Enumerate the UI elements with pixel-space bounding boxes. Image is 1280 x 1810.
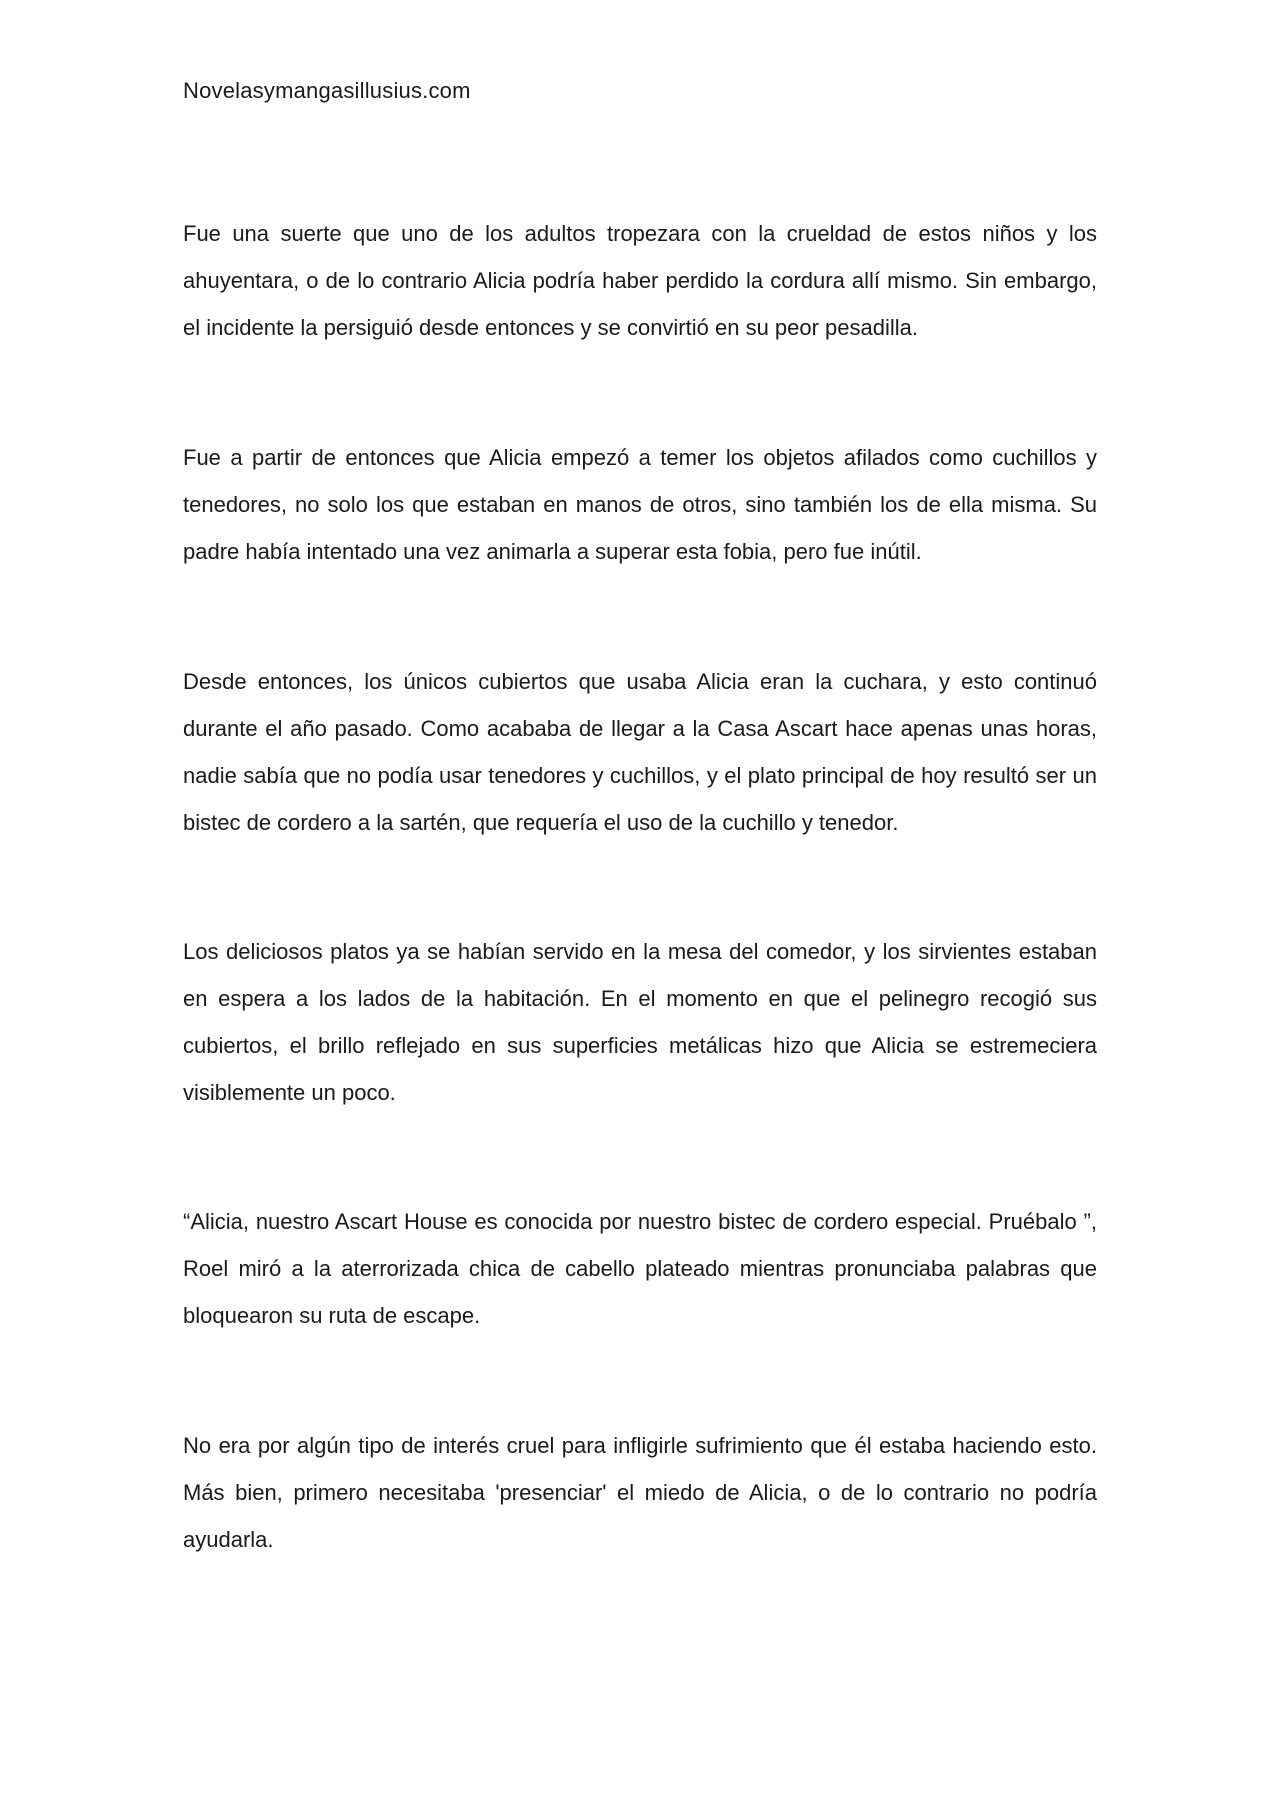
site-header: Novelasymangasillusius.com <box>183 78 471 103</box>
paragraph-2: Fue a partir de entonces que Alicia empezó a temer los objetos afilados como cuchillos y tenedores, no solo los que estaban en manos de otros, sino también los de ella misma. Su padre había intentado una vez animarla a superar esta fobia, pero fue inútil. <box>183 445 1097 564</box>
paragraph-4: Los deliciosos platos ya se habían servido en la mesa del comedor, y los sirvientes estaban en espera a los lados de la habitación. En el momento en que el pelinegro recogió sus cubiertos, el brillo reflejado en sus superficies metálicas hizo que Alicia se estremeciera visiblemente un poco. <box>183 939 1097 1105</box>
paragraph-1: Fue una suerte que uno de los adultos tropezara con la crueldad de estos niños y los ahuyentara, o de lo contrario Alicia podría haber perdido la cordura allí mismo. Sin embargo, el incidente la persiguió desde entonces y se convirtió en su peor pesadilla. <box>183 221 1097 340</box>
paragraph-5: “Alicia, nuestro Ascart House es conocida por nuestro bistec de cordero especial. Pruébalo ”, Roel miró a la aterrorizada chica de cabello plateado mientras pronunciaba palabras que bloquearon su ruta de escape. <box>183 1209 1097 1328</box>
paragraph-6: No era por algún tipo de interés cruel para infligirle sufrimiento que él estaba haciendo esto. Más bien, primero necesitaba 'presenciar' el miedo de Alicia, o de lo contrario no podría ayudarla. <box>183 1433 1097 1552</box>
paragraph-3: Desde entonces, los únicos cubiertos que usaba Alicia eran la cuchara, y esto continuó durante el año pasado. Como acababa de llegar a la Casa Ascart hace apenas unas horas, nadie sabía que no podía usar tenedores y cuchillos, y el plato principal de hoy resultó ser un bistec de cordero a la sartén, que requería el uso de la cuchillo y tenedor. <box>183 669 1097 835</box>
